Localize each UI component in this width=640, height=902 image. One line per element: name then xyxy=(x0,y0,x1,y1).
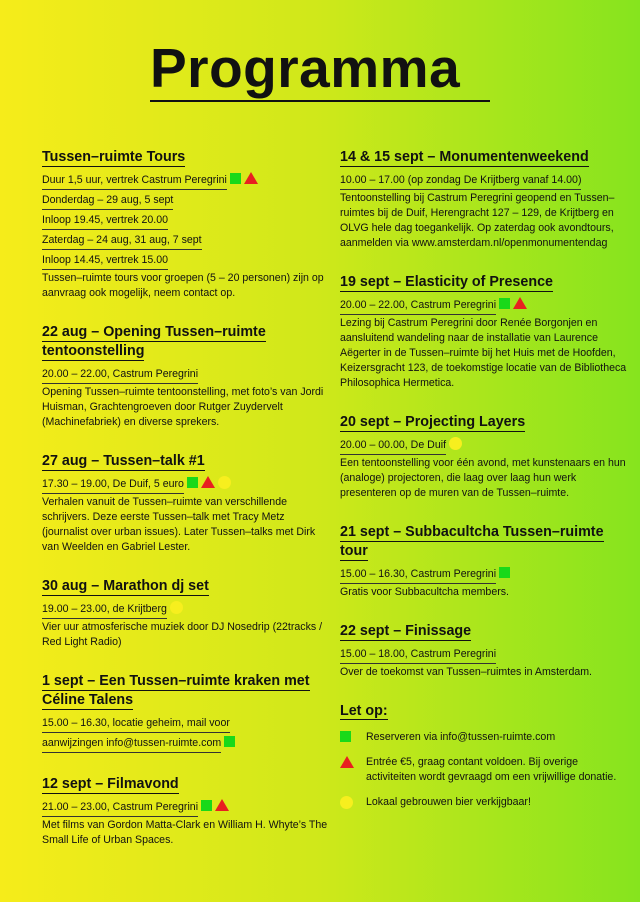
event-detail-line xyxy=(340,172,581,190)
event-detail-text: Donderdag – 29 aug, 5 sept xyxy=(42,194,174,206)
event-detail-text: 17.30 – 19.00, De Duif, 5 euro xyxy=(42,478,184,490)
square-icon xyxy=(224,736,235,747)
event-detail-text: 20.00 – 22.00, Castrum Peregrini xyxy=(340,299,497,311)
legend-item-circle xyxy=(340,795,628,810)
event-item xyxy=(340,273,628,391)
event-detail-text: aanwijzingen info@tussen-ruimte.com xyxy=(42,737,222,749)
event-description: Lezing bij Castrum Peregrini door Renée Borgonjen en aansluitend wandeling naar de installatie van Laurence Aëgerter in de Tussen–ruimte bij het Huis met de Hoofden, Keizersgracht 123, de toekomstige locatie van de Bibliotheca Philosophica Hermetica. xyxy=(340,317,627,389)
event-detail-line xyxy=(42,715,230,733)
event-title: 21 sept – Subbacultcha Tussen–ruimte tour xyxy=(340,524,604,559)
square-icon xyxy=(340,731,351,742)
event-title: 14 & 15 sept – Monumentenweekend xyxy=(340,149,589,165)
event-item xyxy=(340,523,628,600)
event-detail-line xyxy=(42,252,168,270)
triangle-icon xyxy=(244,172,258,184)
circle-icon xyxy=(449,437,462,450)
event-item xyxy=(42,577,330,650)
event-title: 22 aug – Opening Tussen–ruimte tentoonstelling xyxy=(42,324,266,359)
event-detail-line xyxy=(340,297,496,315)
legend-text: Lokaal gebrouwen bier verkijgbaar! xyxy=(366,796,531,808)
event-detail-text: Inloop 19.45, vertrek 20.00 xyxy=(42,214,169,226)
event-description: Opening Tussen–ruimte tentoonstelling, met foto’s van Jordi Huisman, Grachtengroeven door Rutger Zuydervelt (Machinefabriek) en diverse sprekers. xyxy=(42,386,324,428)
page-title: Programma xyxy=(150,38,490,102)
event-item xyxy=(42,452,330,555)
event-description: Over de toekomst van Tussen–ruimtes in Amsterdam. xyxy=(340,666,592,678)
event-detail-line xyxy=(42,172,227,190)
circle-icon xyxy=(340,796,353,809)
event-detail-text: 21.00 – 23.00, Castrum Peregrini xyxy=(42,801,199,813)
event-description: Verhalen vanuit de Tussen–ruimte van verschillende schrijvers. Deze eerste Tussen–talk met Tracy Metz (journalist over urban issues). Later Tussen–talks met Dirk van Weelden en Gabriel Lester. xyxy=(42,496,316,553)
event-title: 30 aug – Marathon dj set xyxy=(42,578,209,594)
event-item xyxy=(340,413,628,501)
square-icon xyxy=(201,800,212,811)
event-title: 27 aug – Tussen–talk #1 xyxy=(42,453,205,469)
event-title: 19 sept – Elasticity of Presence xyxy=(340,274,553,290)
event-detail-text: 20.00 – 22.00, Castrum Peregrini xyxy=(42,368,199,380)
legend-item-triangle xyxy=(340,755,628,785)
square-icon xyxy=(230,173,241,184)
event-detail-text: Inloop 14.45, vertrek 15.00 xyxy=(42,254,169,266)
event-title: 22 sept – Finissage xyxy=(340,623,472,639)
event-detail-text: 15.00 – 16.30, Castrum Peregrini xyxy=(340,568,497,580)
event-detail-line xyxy=(42,601,167,619)
event-detail-text: 15.00 – 18.00, Castrum Peregrini xyxy=(340,648,497,660)
event-detail-line xyxy=(42,366,198,384)
square-icon xyxy=(499,567,510,578)
event-detail-text: Duur 1,5 uur, vertrek Castrum Peregrini xyxy=(42,174,227,186)
right-column xyxy=(340,148,628,810)
legend-text: Reserveren via info@tussen-ruimte.com xyxy=(366,731,556,743)
left-column xyxy=(42,148,330,870)
event-detail-line xyxy=(42,476,184,494)
event-detail-text: 15.00 – 16.30, locatie geheim, mail voor xyxy=(42,717,230,729)
event-detail-line xyxy=(340,646,496,664)
event-detail-line xyxy=(340,437,446,455)
event-item xyxy=(42,148,330,301)
triangle-icon xyxy=(340,756,354,768)
event-title: Tussen–ruimte Tours xyxy=(42,149,186,165)
event-detail-line xyxy=(42,799,198,817)
triangle-icon xyxy=(513,297,527,309)
event-title: 1 sept – Een Tussen–ruimte kraken met Céline Talens xyxy=(42,673,310,708)
event-description: Tussen–ruimte tours voor groepen (5 – 20 personen) zijn op aanvraag ook mogelijk, neem contact op. xyxy=(42,272,324,299)
circle-icon xyxy=(218,476,231,489)
event-detail-text: Zaterdag – 24 aug, 31 aug, 7 sept xyxy=(42,234,202,246)
event-detail-text: 10.00 – 17.00 (op zondag De Krijtberg vanaf 14.00) xyxy=(340,174,582,186)
event-item xyxy=(42,672,330,753)
event-item xyxy=(42,775,330,848)
event-description: Tentoonstelling bij Castrum Peregrini geopend en Tussen–ruimtes bij de Duif, Herengracht 127 – 129, de Krijtberg en OLVG hele dag toegankelijk. Op zaterdag ook avondtours, aanmelden via www.amsterdam.nl/openmonumentendag xyxy=(340,192,615,249)
square-icon xyxy=(499,298,510,309)
event-detail-text: 19.00 – 23.00, de Krijtberg xyxy=(42,603,167,615)
let-op-title: Let op: xyxy=(340,703,388,719)
event-item xyxy=(340,622,628,680)
event-detail-line xyxy=(42,192,173,210)
event-detail-line xyxy=(42,232,202,250)
square-icon xyxy=(187,477,198,488)
event-description: Gratis voor Subbacultcha members. xyxy=(340,586,509,598)
event-detail-line xyxy=(42,212,168,230)
let-op-section xyxy=(340,702,628,810)
event-description: Met films van Gordon Matta-Clark en William H. Whyte’s The Small Life of Urban Spaces. xyxy=(42,819,328,846)
legend-item-square xyxy=(340,730,628,745)
event-title: 20 sept – Projecting Layers xyxy=(340,414,526,430)
event-item xyxy=(340,148,628,251)
circle-icon xyxy=(170,601,183,614)
event-title: 12 sept – Filmavond xyxy=(42,776,179,792)
triangle-icon xyxy=(201,476,215,488)
event-description: Vier uur atmosferische muziek door DJ Nosedrip (22tracks / Red Light Radio) xyxy=(42,621,323,648)
event-description: Een tentoonstelling voor één avond, met kunstenaars en hun (analoge) projectoren, die laag over laag hun werk presenteren op de muren van de Tussen–ruimte. xyxy=(340,457,626,499)
event-detail-text: 20.00 – 00.00, De Duif xyxy=(340,439,447,451)
triangle-icon xyxy=(215,799,229,811)
event-item xyxy=(42,323,330,430)
event-detail-line xyxy=(42,735,221,753)
event-detail-line xyxy=(340,566,496,584)
legend-text: Entrée €5, graag contant voldoen. Bij overige activiteiten wordt gevraagd om een vrijwillige donatie. xyxy=(366,756,617,783)
